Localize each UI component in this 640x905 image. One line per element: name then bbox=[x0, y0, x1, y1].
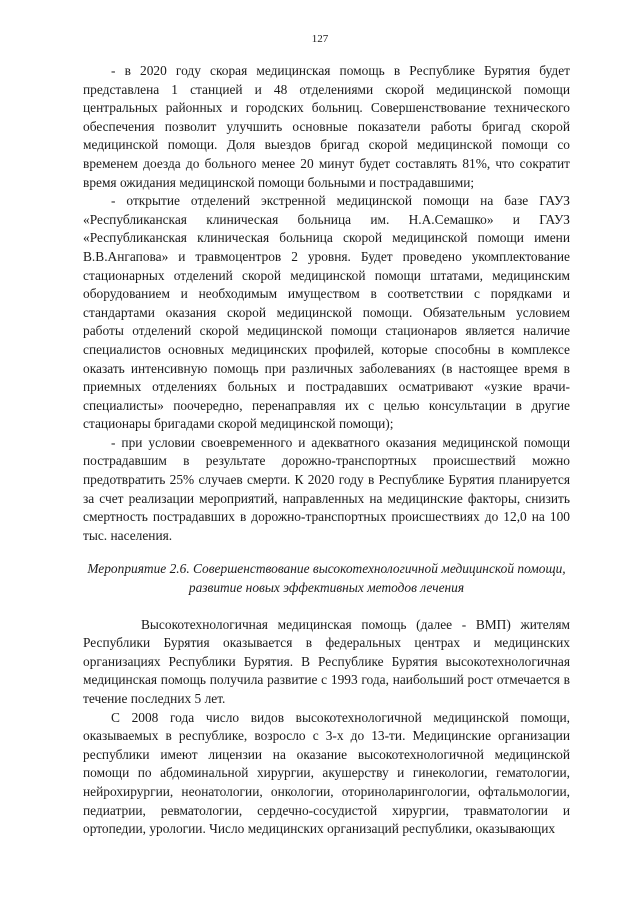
page-number: 127 bbox=[311, 33, 329, 45]
section-heading: Мероприятие 2.6. Совершенствование высокотехнологичной медицинской помощи, развитие новых эффективных методов лечения bbox=[87, 561, 566, 596]
paragraph-hightech-care-intro: Высокотехнологичная медицинская помощь (далее - ВМП) жителям Республики Бурятия оказывается в федеральных центрах и медицинских организациях Республики Бурятия. В Республике Бурятия высокотехнологичная медицинская помощь получила развитие с 1993 года, наибольший рост отмечается в течение последних 5 лет. bbox=[83, 616, 570, 706]
document-body bbox=[83, 62, 570, 839]
paragraph-emergency-departments: - открытие отделений экстренной медицинской помощи на базе ГАУЗ «Республиканская клиническая больница им. Н.А.Семашко» и ГАУЗ «Республиканская клиническая больница скорой медицинской помощи имени В.В.Ангапова» и травмоцентров 2 уровня. Будет проведено укомплектование стационарных отделений скорой медицинской помощи штатами, медицинским оборудованием и необходимым имуществом в соответствии с порядками и стандартами оказания скорой медицинской помощи. Обязательным условием работы отделений скорой медицинской помощи стационаров является наличие специалистов основных медицинских профилей, которые способны в комплексе оказать интенсивную помощь при различных заболеваниях (в настоящее время в приемных отделениях больных и пострадавших осматривают «узкие врачи-специалисты» поочередно, перенаправляя их с целью консультации в другие стационары бригадами скорой медицинской помощи); bbox=[83, 193, 570, 432]
paragraph-hightech-care-growth: С 2008 года число видов высокотехнологичной медицинской помощи, оказываемых в республике, возросло с 3-х до 13-ти. Медицинские организации республики имеют лицензии на оказание высокотехнологичной медицинской помощи по абдоминальной хирургии, акушерству и гинекологии, гематологии, нейрохирургии, неонатологии, онкологии, оториноларингологии, офтальмологии, педиатрии, ревматологии, сердечно-сосудистой хирургии, травматологии и ортопедии, урологии. Число медицинских организаций республики, оказывающих bbox=[83, 709, 570, 837]
paragraph-road-accidents: - при условии своевременного и адекватного оказания медицинской помощи пострадавшим в результате дорожно-транспортных происшествий можно предотвратить 25% случаев смерти. К 2020 году в Республике Бурятия планируется за счет реализации мероприятий, направленных на медицинские факторы, снизить смертность пострадавших в дорожно-транспортных происшествиях до 12,0 на 100 тыс. населения. bbox=[83, 434, 570, 543]
paragraph-ambulance-2020: - в 2020 году скорая медицинская помощь в Республике Бурятия будет представлена 1 станцией и 48 отделениями скорой медицинской помощи центральных районных и городских больниц. Совершенствование технического обеспечения позволит улучшить основные показатели работы бригад скорой медицинской помощи. Доля выездов бригад скорой медицинской помощи со временем доезда до больного менее 20 минут будет составлять 81%, что сократит время ожидания медицинской помощи больными и пострадавшими; bbox=[83, 63, 570, 190]
